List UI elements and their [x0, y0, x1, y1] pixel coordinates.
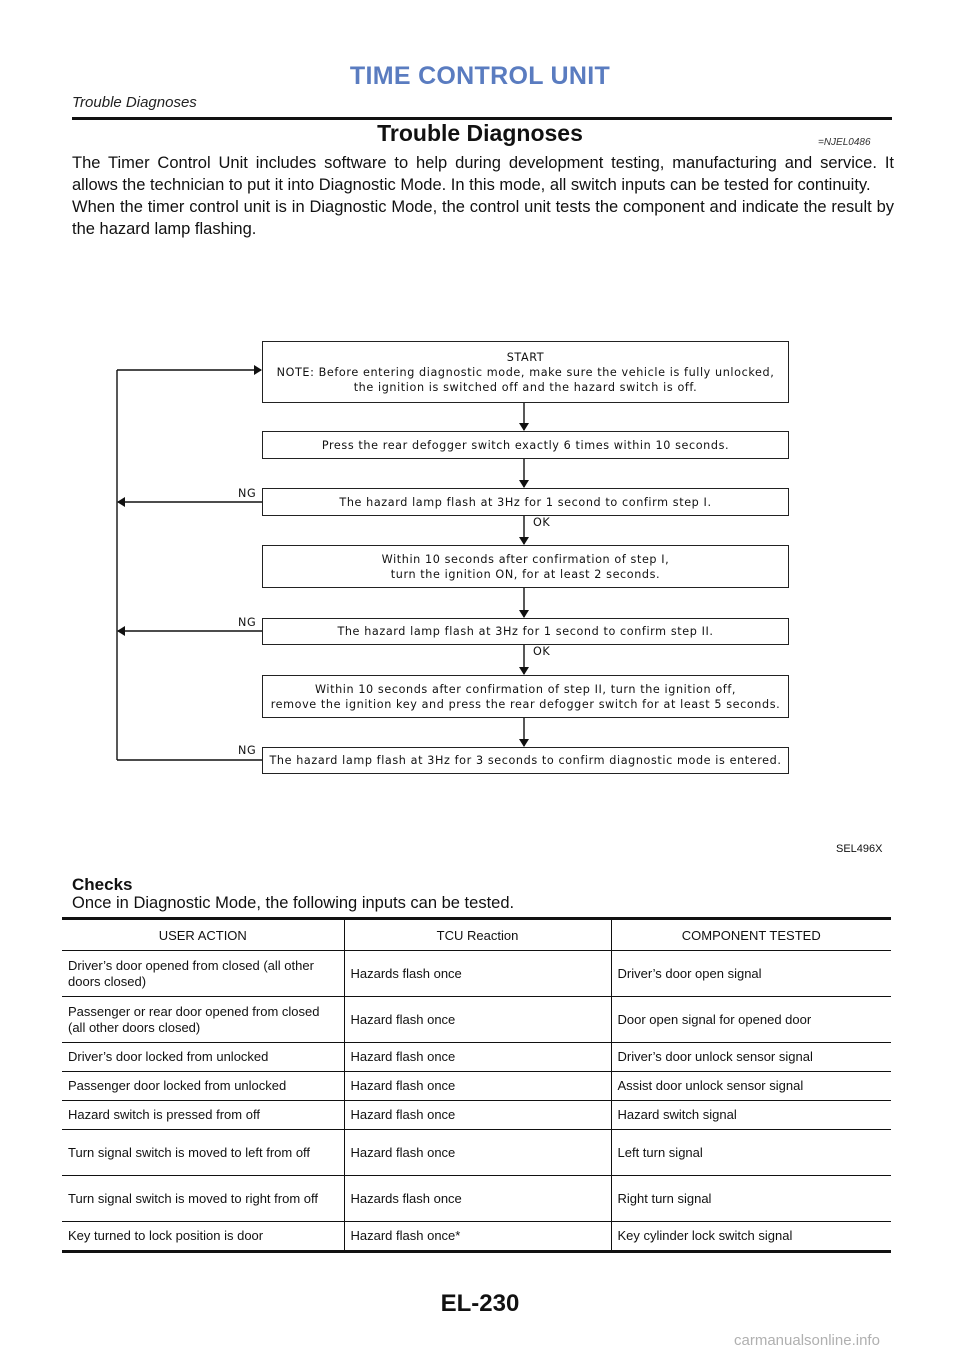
- step3-line1: Within 10 seconds after confirmation of step I,: [381, 552, 670, 566]
- checks-table: [62, 917, 891, 1253]
- ok-label-step2: OK: [533, 516, 551, 529]
- step5-line1: Within 10 seconds after confirmation of step II, turn the ignition off,: [314, 682, 737, 696]
- running-header-subtitle: Trouble Diagnoses: [72, 94, 197, 111]
- figure-code: SEL496X: [836, 843, 883, 855]
- cell-tcu-reaction: Hazards flash once: [344, 951, 611, 997]
- cell-user-action: Passenger door locked from unlocked: [62, 1072, 344, 1101]
- cell-user-action: Driver’s door locked from unlocked: [62, 1043, 344, 1072]
- table-row: [62, 1101, 891, 1130]
- cell-component-tested: Right turn signal: [611, 1176, 891, 1222]
- col-header-user-action: USER ACTION: [62, 919, 344, 951]
- col-header-tcu-reaction: TCU Reaction: [344, 919, 611, 951]
- cell-user-action: Key turned to lock position is door: [62, 1222, 344, 1252]
- start-note-line2: the ignition is switched off and the hazard switch is off.: [353, 380, 698, 394]
- flow-box-step4: [262, 618, 789, 645]
- cell-user-action: Passenger or rear door opened from closed (all other doors closed): [62, 997, 344, 1043]
- table-row: [62, 1072, 891, 1101]
- cell-tcu-reaction: Hazard flash once: [344, 1072, 611, 1101]
- page-number: EL-230: [440, 1290, 520, 1317]
- cell-tcu-reaction: Hazard flash once: [344, 1101, 611, 1130]
- flow-box-step1: [262, 431, 789, 459]
- table-header-row: [62, 919, 891, 951]
- cell-tcu-reaction: Hazards flash once: [344, 1176, 611, 1222]
- cell-tcu-reaction: Hazard flash once*: [344, 1222, 611, 1252]
- table-row: [62, 1222, 891, 1252]
- cell-user-action: Driver’s door opened from closed (all other doors closed): [62, 951, 344, 997]
- table-row: [62, 997, 891, 1043]
- step4-text: The hazard lamp flash at 3Hz for 1 second to confirm step II.: [337, 625, 714, 638]
- table-row: [62, 1176, 891, 1222]
- table-row: [62, 1043, 891, 1072]
- cell-tcu-reaction: Hazard flash once: [344, 1043, 611, 1072]
- table-row: [62, 951, 891, 997]
- cell-user-action: Turn signal switch is moved to right from off: [62, 1176, 344, 1222]
- cell-component-tested: Assist door unlock sensor signal: [611, 1072, 891, 1101]
- ng-label-step2: NG: [238, 487, 257, 500]
- step1-text: Press the rear defogger switch exactly 6 times within 10 seconds.: [321, 438, 730, 452]
- flow-box-step3: [262, 545, 789, 588]
- watermark: carmanualsonline.info: [734, 1332, 880, 1349]
- step3-line2: turn the ignition ON, for at least 2 seconds.: [390, 567, 661, 581]
- running-header-title: TIME CONTROL UNIT: [349, 62, 611, 90]
- cell-component-tested: Driver’s door open signal: [611, 951, 891, 997]
- checks-intro: Once in Diagnostic Mode, the following inputs can be tested.: [72, 894, 515, 912]
- cell-user-action: Hazard switch is pressed from off: [62, 1101, 344, 1130]
- flow-box-step6: [262, 747, 789, 774]
- flow-box-step2: [262, 488, 789, 516]
- cell-tcu-reaction: Hazard flash once: [344, 997, 611, 1043]
- cell-user-action: Turn signal switch is moved to left from off: [62, 1130, 344, 1176]
- cell-component-tested: Hazard switch signal: [611, 1101, 891, 1130]
- cell-component-tested: Key cylinder lock switch signal: [617, 1228, 793, 1243]
- step6-text: The hazard lamp flash at 3Hz for 3 seconds to confirm diagnostic mode is entered.: [269, 754, 782, 767]
- cell-tcu-reaction: Hazard flash once: [344, 1130, 611, 1176]
- step5-line2: remove the ignition key and press the rear defogger switch for at least 5 seconds.: [270, 697, 781, 711]
- section-reference-code: =NJEL0486: [818, 137, 871, 148]
- ng-label-step6: NG: [238, 744, 257, 757]
- step2-text: The hazard lamp flash at 3Hz for 1 second to confirm step I.: [339, 495, 712, 509]
- flow-box-step5: [262, 675, 789, 718]
- flow-box-start: [262, 341, 789, 403]
- table-row: [62, 1130, 891, 1176]
- cell-component-tested: Left turn signal: [611, 1130, 891, 1176]
- ok-label-step4: OK: [533, 645, 551, 658]
- cell-component-tested: Driver’s door unlock sensor signal: [611, 1043, 891, 1072]
- intro-paragraph-1: The Timer Control Unit includes software to help during development testing, manufacturing and service. It allows the technician to put it into Diagnostic Mode. In this mode, all switch inputs can be tested for continuity.: [72, 154, 894, 194]
- ng-label-step4: NG: [238, 616, 257, 629]
- col-header-component-tested: COMPONENT TESTED: [611, 919, 891, 951]
- start-note-line1: NOTE: Before entering diagnostic mode, make sure the vehicle is fully unlocked,: [276, 365, 775, 379]
- section-title: Trouble Diagnoses: [377, 120, 583, 146]
- start-label: START: [506, 350, 545, 364]
- cell-component-tested: Door open signal for opened door: [611, 997, 891, 1043]
- intro-paragraph-2: When the timer control unit is in Diagnostic Mode, the control unit tests the component and indicate the result by the hazard lamp flashing.: [72, 198, 894, 238]
- checks-heading: Checks: [72, 875, 133, 894]
